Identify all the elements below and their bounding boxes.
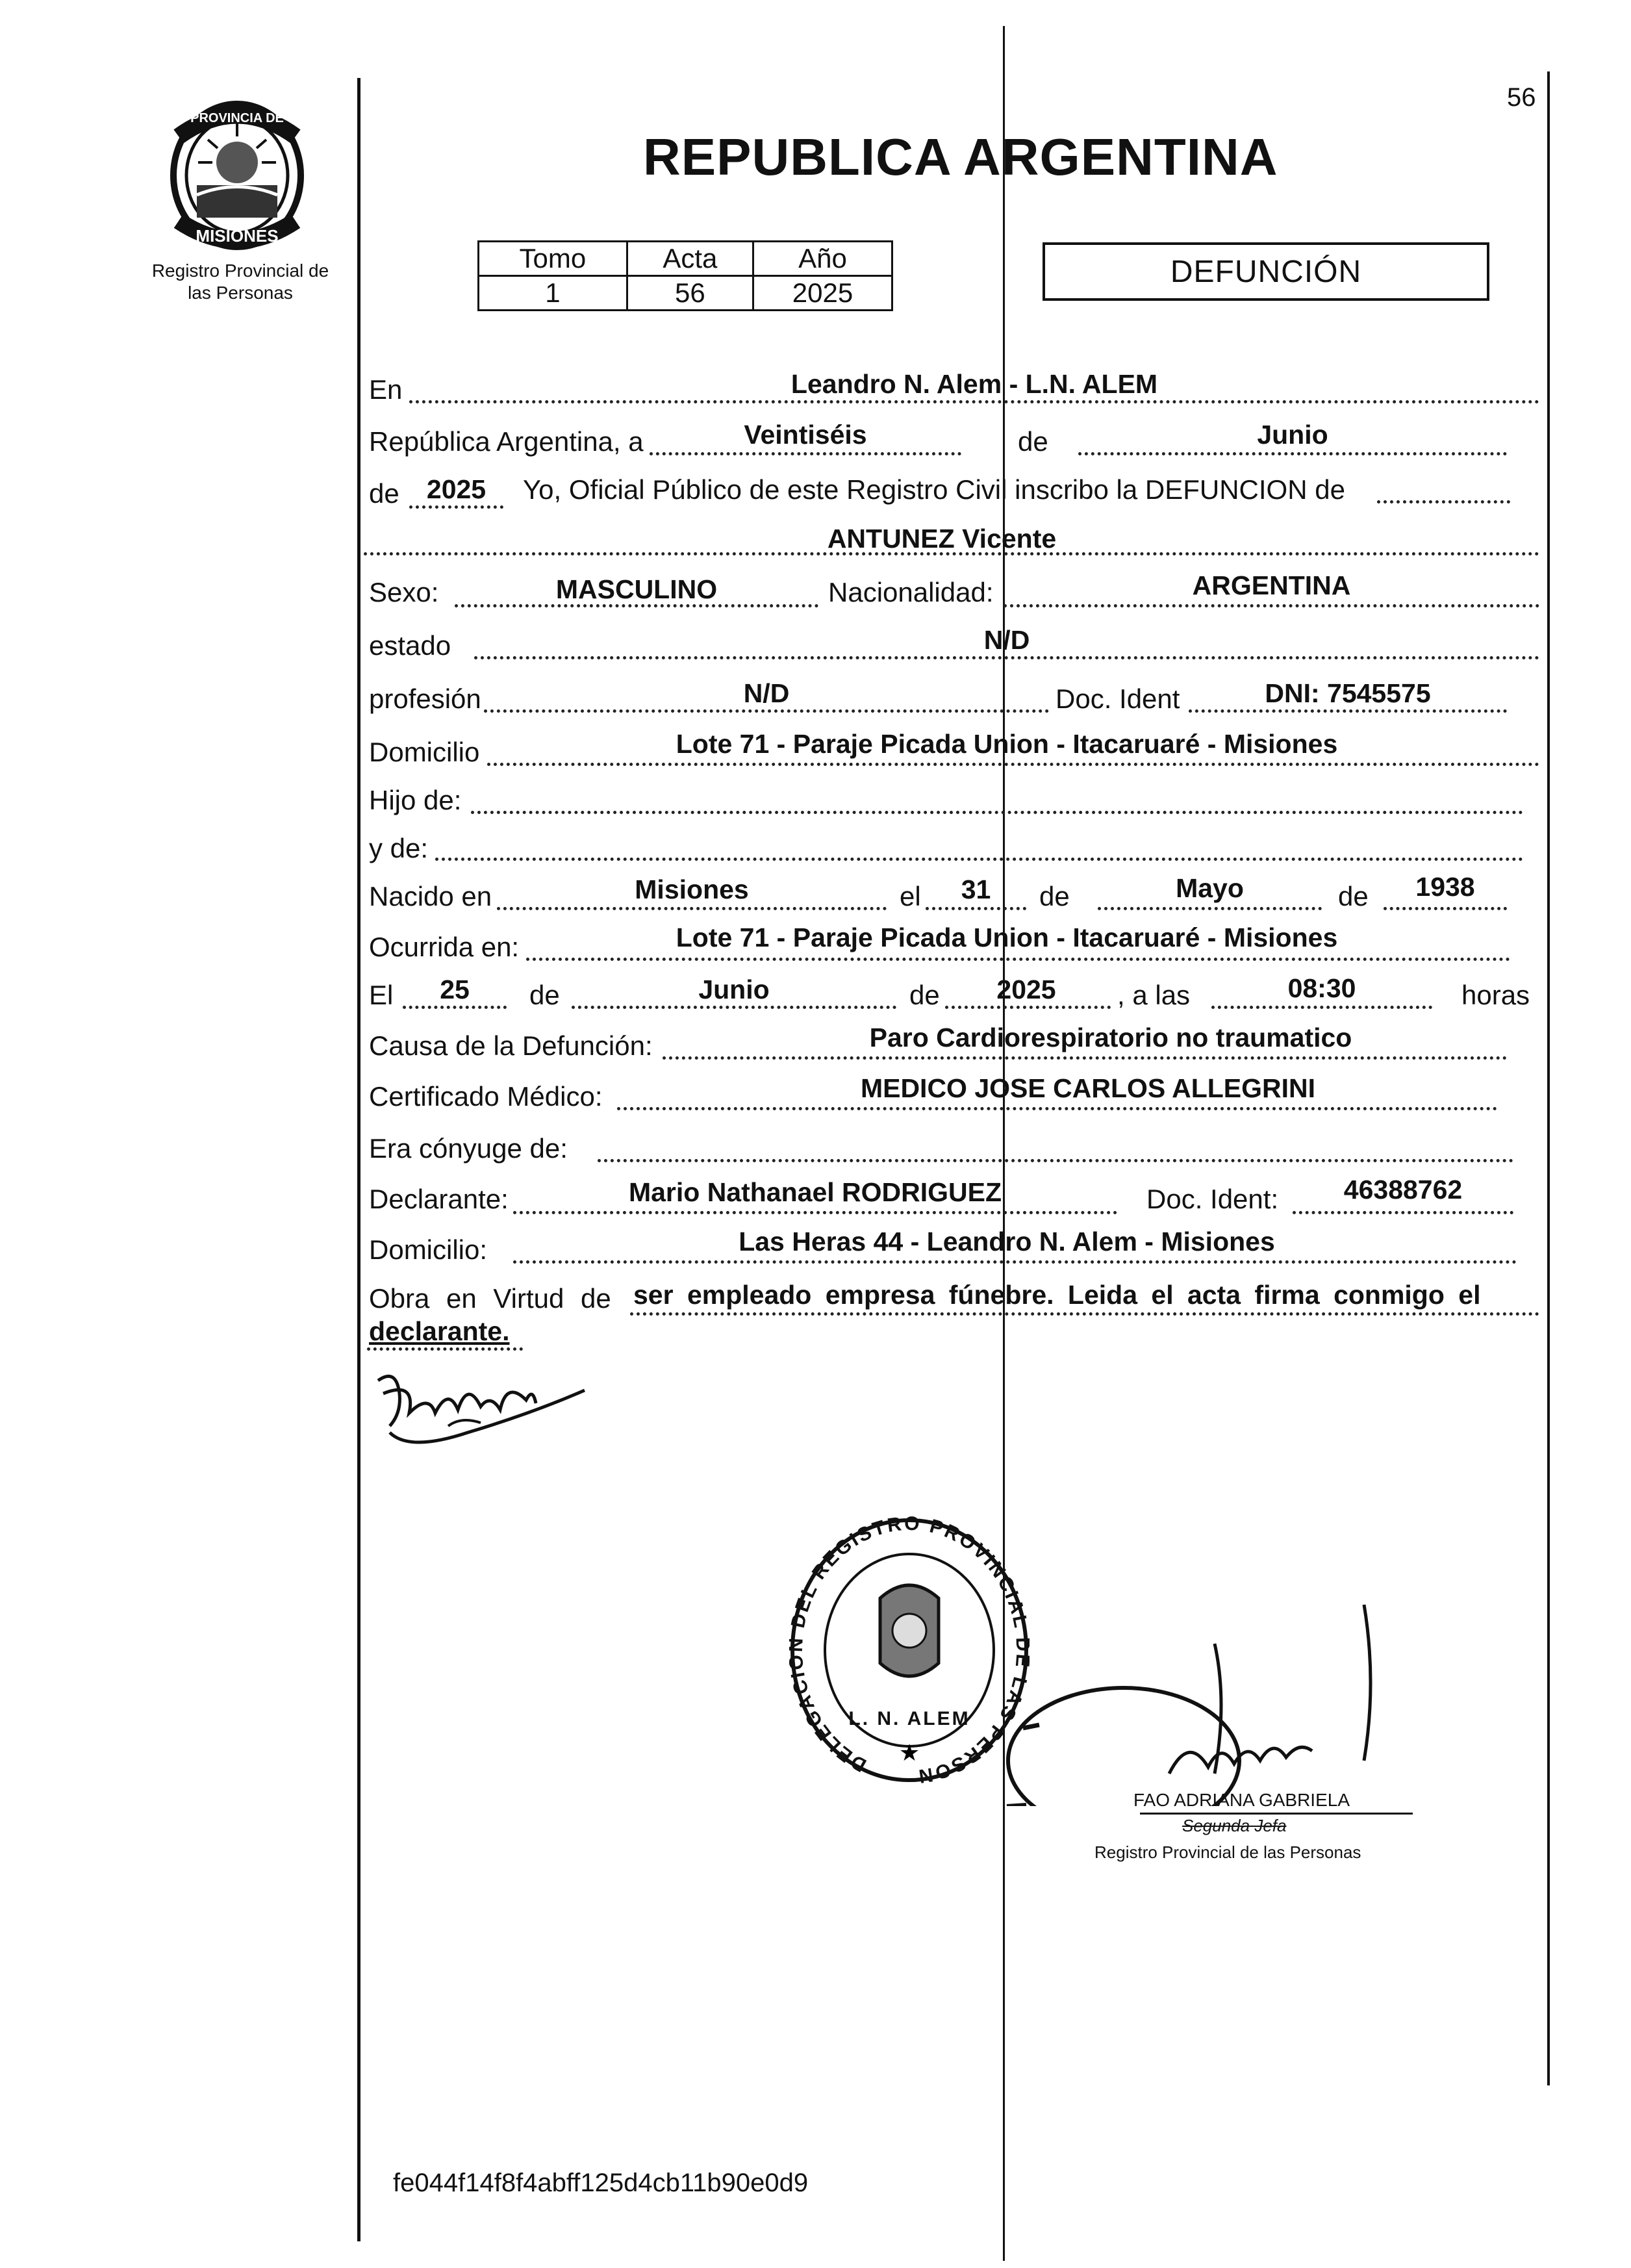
dots-declarante-doc <box>1293 1211 1513 1214</box>
dots-obra-2 <box>367 1347 523 1351</box>
record-table <box>477 240 893 311</box>
header-acta: Acta <box>627 242 753 276</box>
dots-profesion <box>484 709 1049 713</box>
dots-estado <box>474 656 1539 659</box>
registry-line-2: las Personas <box>188 283 293 303</box>
label-hijo-de: Hijo de: <box>369 785 462 815</box>
label-estado: estado <box>369 630 451 661</box>
dots-nac-dia <box>926 907 1026 910</box>
label-de-6: de <box>909 980 940 1010</box>
dots-def-anio <box>945 1006 1111 1009</box>
center-fold-line <box>1003 26 1005 2261</box>
value-ocurrida-en: Lote 71 - Paraje Picada Union - Itacaruaré - Misiones <box>676 923 1338 952</box>
record-table-values <box>479 276 892 311</box>
official-stamp <box>789 1514 1030 1787</box>
province-emblem <box>159 97 315 253</box>
value-sexo: MASCULINO <box>555 574 718 604</box>
label-horas: horas <box>1461 980 1530 1010</box>
value-def-anio: 2025 <box>996 975 1056 1004</box>
registry-name <box>136 260 344 304</box>
label-doc-ident: Doc. Ident <box>1056 683 1180 714</box>
official-role: Segunda Jefa <box>1182 1816 1287 1835</box>
label-el-cap: El <box>369 980 394 1010</box>
value-certificado: MEDICO JOSE CARLOS ALLEGRINI <box>860 1073 1316 1103</box>
label-profesion: profesión <box>369 683 481 714</box>
document-type-box: DEFUNCIÓN <box>1043 242 1489 301</box>
value-nac-mes: Mayo <box>1176 873 1244 903</box>
declarant-signature <box>370 1355 604 1452</box>
value-tomo: 1 <box>479 276 627 311</box>
value-nacionalidad: ARGENTINA <box>1192 570 1351 600</box>
dots-def-dia <box>403 1006 507 1009</box>
emblem-top-text: PROVINCIA DE <box>190 111 284 125</box>
value-causa: Paro Cardiorespiratorio no traumatico <box>869 1023 1352 1052</box>
label-declarante: Declarante: <box>369 1184 509 1214</box>
label-domicilio-2: Domicilio: <box>369 1234 488 1265</box>
dots-nac-mes <box>1098 907 1322 910</box>
dots-declarante <box>513 1211 1117 1214</box>
dots-conyuge <box>598 1159 1513 1162</box>
official-signature <box>1000 1598 1455 1806</box>
dots-documento <box>1189 709 1507 713</box>
value-nac-dia: 31 <box>961 874 991 904</box>
label-de-1: de <box>1018 426 1048 457</box>
value-obra-line-2: declarante. <box>369 1316 510 1346</box>
dots-nacionalidad <box>1004 604 1539 607</box>
official-name: FAO ADRIANA GABRIELA <box>1133 1790 1350 1810</box>
stamp-outer-text: DELEGAC DEL REGISTRO PROVINCIAL LAS PERSON <box>789 1514 1030 1787</box>
label-causa: Causa de la Defunción: <box>369 1030 653 1061</box>
left-margin-line <box>357 78 360 2241</box>
page-title: REPUBLICA ARGENTINA <box>643 128 1278 186</box>
value-documento: DNI: 7545575 <box>1265 678 1431 708</box>
emblem-bottom-text: MISIONES <box>196 226 279 246</box>
label-conyuge: Era cónyuge de: <box>369 1133 568 1164</box>
dots-anio <box>409 505 503 509</box>
label-yo-oficial: Yo, Oficial Público de este Registro Civil inscribo la DEFUNCION de <box>523 474 1345 505</box>
label-republica: República Argentina, a <box>369 426 644 457</box>
official-office: Registro Provincial de las Personas <box>1094 1842 1361 1862</box>
label-obra: Obra en Virtud de <box>369 1283 611 1314</box>
value-nac-anio: 1938 <box>1415 872 1475 902</box>
label-de-4: de <box>1338 881 1369 911</box>
dots-obra-1 <box>630 1312 1539 1316</box>
dots-certificado <box>617 1107 1497 1110</box>
value-def-dia: 25 <box>440 975 470 1004</box>
value-anio: 2025 <box>753 276 892 311</box>
dots-ocurrida-en <box>526 958 1510 961</box>
value-mes: Junio <box>1257 420 1328 450</box>
dots-nacido-en <box>497 907 887 910</box>
label-nacionalidad: Nacionalidad: <box>828 577 994 607</box>
emblem-icon <box>159 97 315 253</box>
right-margin-line <box>1547 71 1550 2085</box>
value-hora: 08:30 <box>1287 973 1356 1003</box>
label-doc-ident-2: Doc. Ident: <box>1146 1184 1279 1214</box>
value-domicilio: Lote 71 - Paraje Picada Union - Itacaruaré - Misiones <box>676 729 1338 759</box>
dots-domicilio <box>487 763 1539 766</box>
value-declarante-domicilio: Las Heras 44 - Leandro N. Alem - Misiones <box>739 1227 1275 1256</box>
dots-def-mes <box>572 1006 896 1009</box>
header-tomo: Tomo <box>479 242 627 276</box>
label-sexo: Sexo: <box>369 577 439 607</box>
dots-mes <box>1078 452 1507 455</box>
value-def-mes: Junio <box>698 975 770 1004</box>
footer-hash: fe044f14f8f4abff125d4cb11b90e0d9 <box>393 2169 809 2197</box>
value-dia: Veintiséis <box>744 420 867 450</box>
label-certificado: Certificado Médico: <box>369 1081 603 1112</box>
label-de-2: de <box>369 478 399 509</box>
label-a-las: , a las <box>1117 980 1191 1010</box>
dots-dia <box>650 452 961 455</box>
header-anio: Año <box>753 242 892 276</box>
registry-line-1: Registro Provincial de <box>151 261 329 281</box>
label-en: En <box>369 374 403 405</box>
label-de-3: de <box>1039 881 1070 911</box>
value-localidad: Leandro N. Alem - L.N. ALEM <box>790 369 1158 399</box>
value-nombre: ANTUNEZ Vicente <box>827 524 1057 554</box>
dots-y-de <box>435 858 1523 861</box>
value-estado: N/D <box>983 625 1030 655</box>
label-de-5: de <box>529 980 560 1010</box>
dots-causa <box>663 1056 1507 1060</box>
value-profesion: N/D <box>743 678 790 708</box>
label-y-de: y de: <box>369 833 429 863</box>
dots-en <box>409 400 1539 403</box>
value-nacido-en: Misiones <box>635 874 749 904</box>
dots-hijo-de <box>471 811 1523 814</box>
label-nacido-en: Nacido en <box>369 881 492 911</box>
label-domicilio: Domicilio <box>369 737 480 767</box>
label-ocurrida-en: Ocurrida en: <box>369 932 520 962</box>
record-table-header <box>479 242 892 276</box>
dots-declarante-domicilio <box>513 1260 1517 1264</box>
label-el: el <box>900 881 921 911</box>
value-acta: 56 <box>627 276 753 311</box>
value-declarante: Mario Nathanael RODRIGUEZ <box>628 1177 1002 1207</box>
value-obra-line-1: ser empleado empresa fúnebre. Leida el acta firma conmigo el <box>633 1280 1481 1310</box>
value-declarante-doc: 46388762 <box>1343 1175 1463 1204</box>
dots-nac-anio <box>1384 907 1507 910</box>
signature-underline <box>1140 1813 1413 1815</box>
dots-hora <box>1211 1006 1432 1009</box>
dots-defuncion-de <box>1377 500 1510 503</box>
value-anio: 2025 <box>426 474 487 504</box>
page-number: 56 <box>1507 83 1536 112</box>
star-icon: ★ <box>898 1739 920 1766</box>
stamp-inner-text: L. N. ALEM <box>848 1708 970 1729</box>
